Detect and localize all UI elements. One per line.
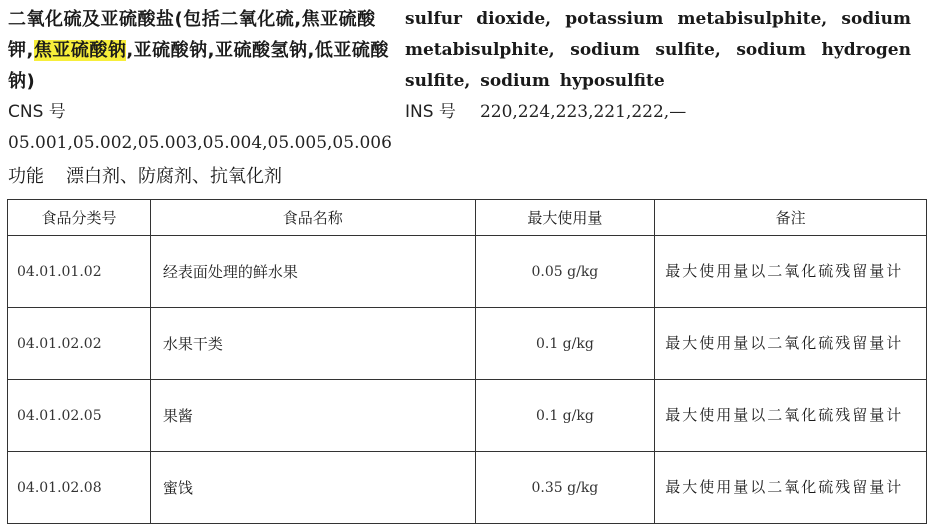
- usage-table: [7, 199, 927, 524]
- cell-max: 0.1 g/kg: [475, 380, 655, 452]
- ins-value: 220,224,223,221,222,—: [479, 102, 687, 122]
- cell-name: 果酱: [150, 380, 475, 452]
- title-cn-part2: ,亚硫酸钠,亚硫酸氢钠,低亚硫酸钠): [8, 40, 389, 92]
- table-row: [8, 452, 927, 524]
- header-remarks: 备注: [655, 200, 927, 236]
- ins-number-row: [405, 97, 686, 128]
- cell-note: 最大使用量以二氧化硫残留量计: [655, 308, 927, 380]
- table-row: [8, 236, 927, 308]
- cell-name: 水果干类: [150, 308, 475, 380]
- cell-note: 最大使用量以二氧化硫残留量计: [655, 380, 927, 452]
- cell-max: 0.1 g/kg: [475, 308, 655, 380]
- header-category-code: 食品分类号: [8, 200, 151, 236]
- header-food-name: 食品名称: [150, 200, 475, 236]
- additive-title-english: sulfur dioxide, potassium metabisulphite, sodium metabisulphite, sodium sulfite, sodium hydrogen sulfite, sodium hyposulfite: [405, 9, 911, 91]
- function-label: 功能: [8, 166, 44, 187]
- cell-name: 经表面处理的鲜水果: [150, 236, 475, 308]
- highlighted-term: 焦亚硫酸钠: [33, 40, 127, 61]
- title-cn-part1: 二氧化硫及亚硫酸盐(包括二氧化硫,焦亚硫酸钾,: [8, 9, 376, 61]
- cns-label: CNS 号: [8, 102, 66, 122]
- cell-code: 04.01.02.05: [8, 380, 151, 452]
- cell-name: 蜜饯: [150, 452, 475, 524]
- ins-label: INS 号: [405, 102, 456, 122]
- cell-code: 04.01.01.02: [8, 236, 151, 308]
- cell-max: 0.35 g/kg: [475, 452, 655, 524]
- cns-number-row: [8, 97, 393, 159]
- table-row: [8, 380, 927, 452]
- function-value: 漂白剂、防腐剂、抗氧化剂: [66, 166, 282, 187]
- cell-note: 最大使用量以二氧化硫残留量计: [655, 452, 927, 524]
- table-row: [8, 308, 927, 380]
- cell-note: 最大使用量以二氧化硫残留量计: [655, 236, 927, 308]
- additive-title-chinese: [8, 4, 393, 97]
- function-row: [8, 161, 282, 192]
- header-max-usage: 最大使用量: [475, 200, 655, 236]
- cns-value: 05.001,05.002,05.003,05.004,05.005,05.006: [8, 133, 392, 153]
- table-header-row: [8, 200, 927, 236]
- cell-max: 0.05 g/kg: [475, 236, 655, 308]
- cell-code: 04.01.02.08: [8, 452, 151, 524]
- cell-code: 04.01.02.02: [8, 308, 151, 380]
